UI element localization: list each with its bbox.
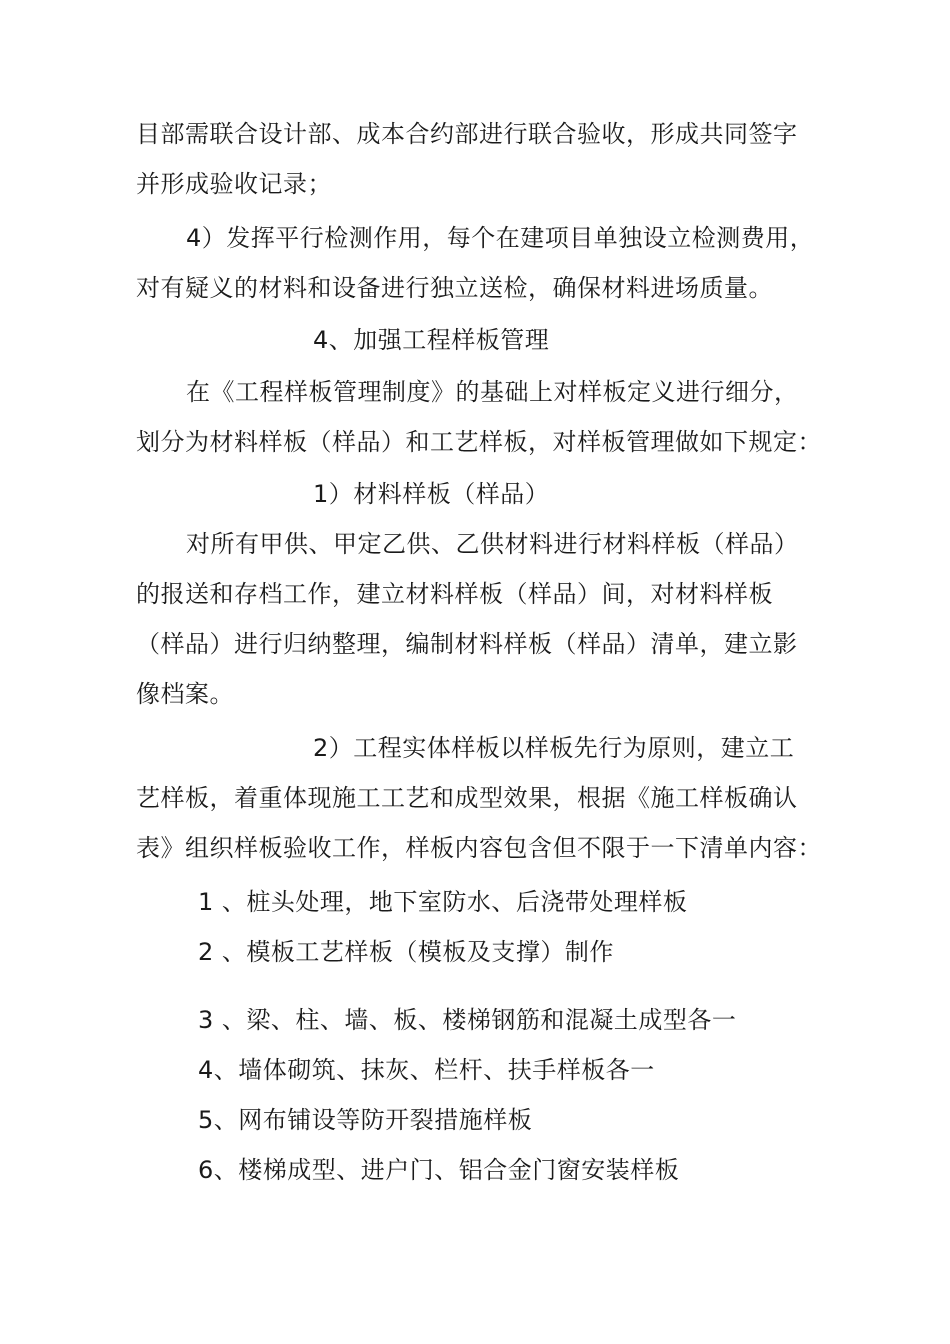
paragraph-line: 目部需联合设计部、成本合约部进行联合验收，形成共同签字: [136, 120, 798, 148]
paragraph-line: 的报送和存档工作，建立材料样板（样品）间，对材料样板: [136, 580, 773, 608]
paragraph-line: 4）发挥平行检测作用，每个在建项目单独设立检测费用，: [186, 224, 815, 252]
paragraph-line: 划分为材料样板（样品）和工艺样板，对样板管理做如下规定：: [136, 428, 822, 456]
list-item: 6、楼梯成型、进户门、铝合金门窗安装样板: [198, 1156, 680, 1184]
paragraph-line: 对有疑义的材料和设备进行独立送检，确保材料进场质量。: [136, 274, 773, 302]
paragraph-line: 2）工程实体样板以样板先行为原则，建立工: [313, 734, 795, 762]
section-heading: 4、加强工程样板管理: [313, 326, 550, 354]
list-item: 1 、桩头处理，地下室防水、后浇带处理样板: [198, 888, 688, 916]
paragraph-line: （样品）进行归纳整理，编制材料样板（样品）清单，建立影: [136, 630, 798, 658]
paragraph-line: 在《工程样板管理制度》的基础上对样板定义进行细分，: [186, 378, 799, 406]
paragraph-line: 艺样板，着重体现施工工艺和成型效果，根据《施工样板确认: [136, 784, 798, 812]
list-item: 5、网布铺设等防开裂措施样板: [198, 1106, 533, 1134]
paragraph-line: 对所有甲供、甲定乙供、乙供材料进行材料样板（样品）: [186, 530, 799, 558]
list-item: 3 、梁、柱、墙、板、楼梯钢筋和混凝土成型各一: [198, 1006, 737, 1034]
paragraph-line: 表》组织样板验收工作，样板内容包含但不限于一下清单内容：: [136, 834, 822, 862]
paragraph-line: 并形成验收记录；: [136, 170, 332, 198]
list-item: 4、墙体砌筑、抹灰、栏杆、扶手样板各一: [198, 1056, 655, 1084]
paragraph-line: 像档案。: [136, 680, 234, 708]
subsection-heading: 1）材料样板（样品）: [313, 480, 550, 508]
list-item: 2 、模板工艺样板（模板及支撑）制作: [198, 938, 614, 966]
